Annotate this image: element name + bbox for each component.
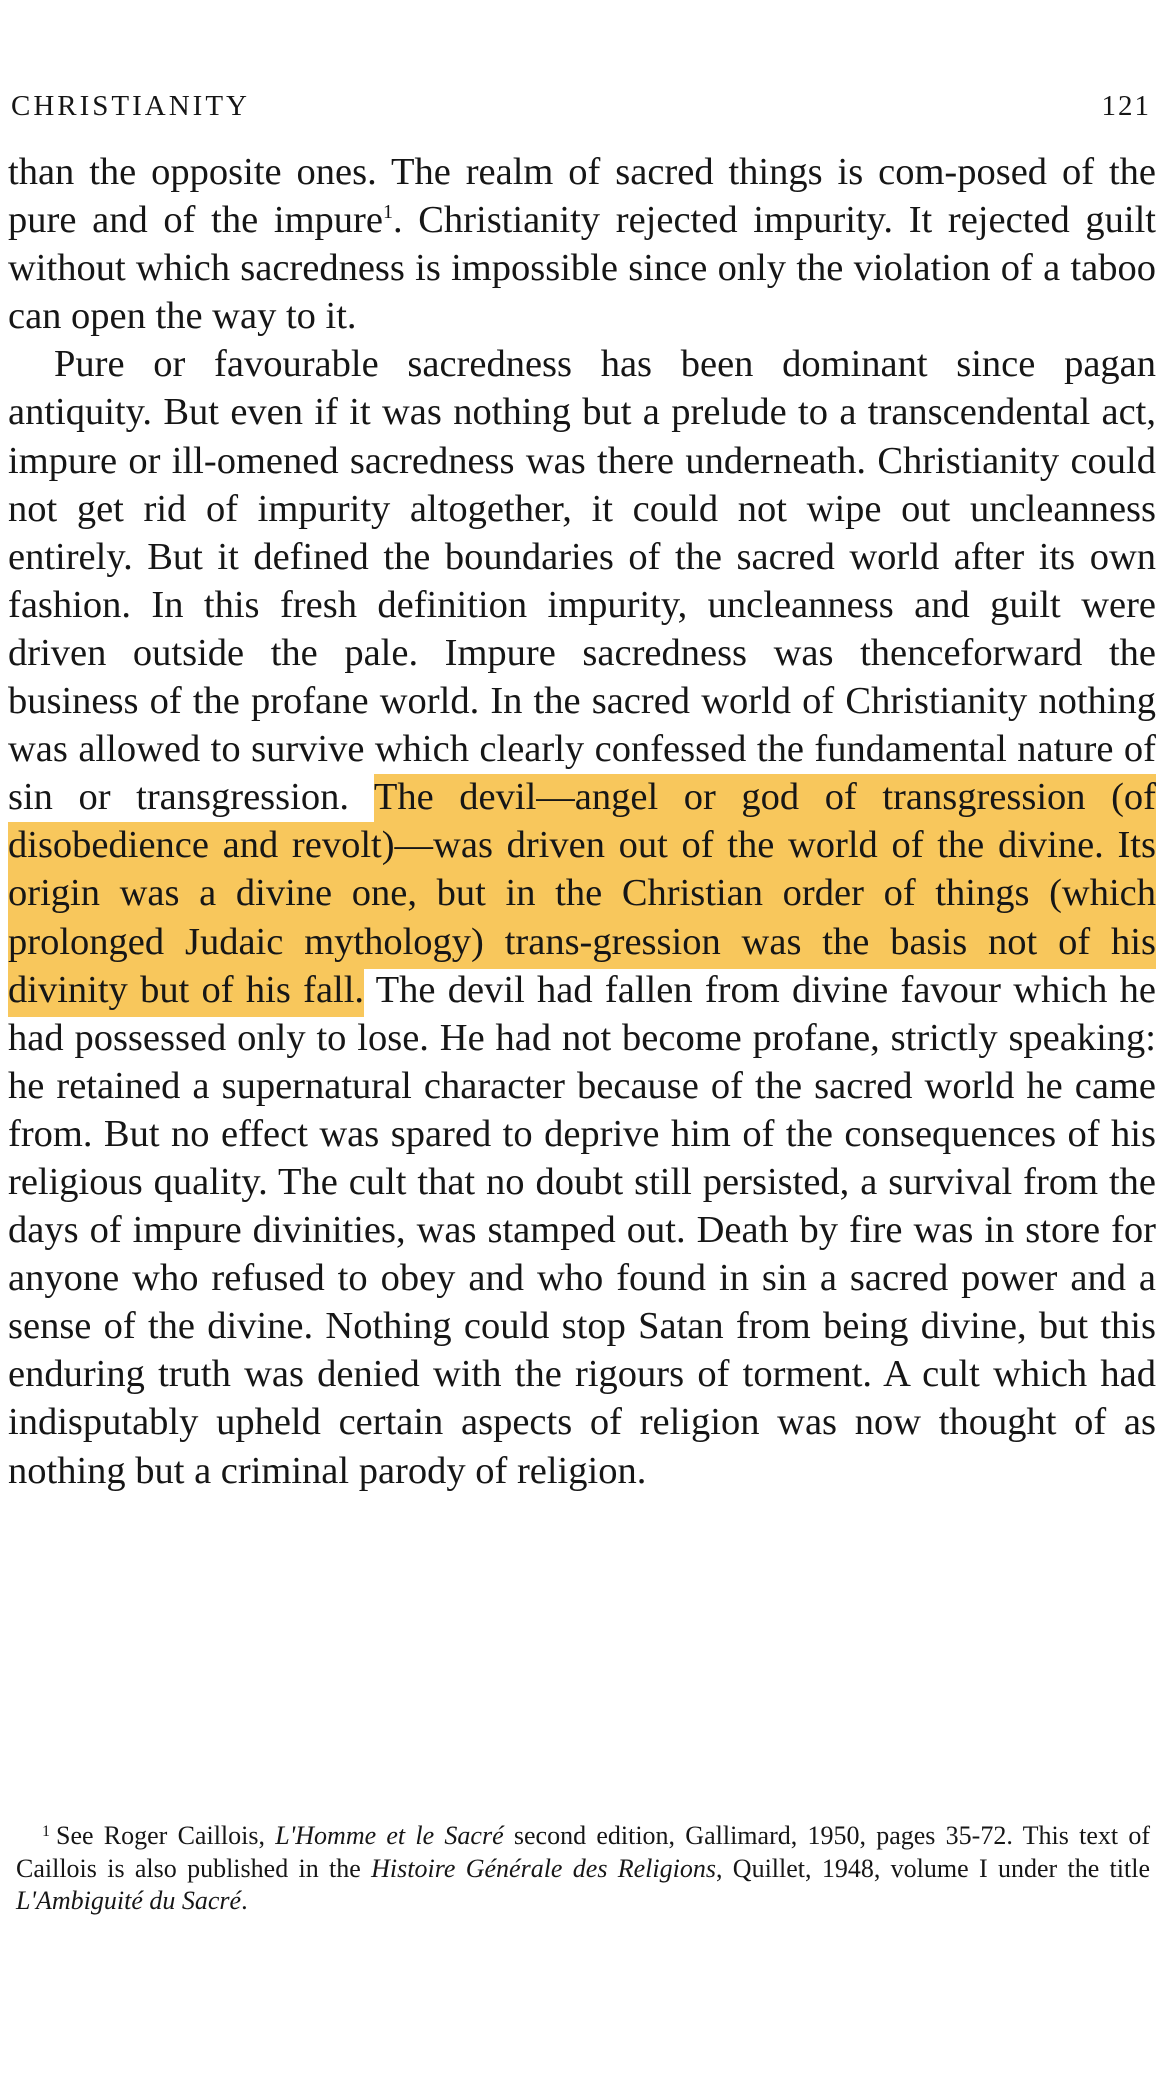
chapter-title: CHRISTIANITY [11, 90, 250, 122]
body-text[interactable] [8, 148, 1156, 1495]
footnote-mark: 1 [42, 1823, 50, 1840]
paragraph-1[interactable] [8, 148, 1156, 340]
footnote-text: . [241, 1886, 248, 1915]
highlighted-passage[interactable]: The devil—angel or god of transgression (of disobedience and revolt)—was driven out of the world of the divine. Its origin was a divine one, but in the Christian order of things (which prolonged Judaic mythology) trans-gression was the basis not of his divinity but of his fall. [8, 774, 1156, 1016]
page-number: 121 [1101, 90, 1151, 122]
footnote-text: See Roger Caillois, [56, 1821, 276, 1850]
footnote [16, 1820, 1150, 1918]
footnote-title: L'Homme et le Sacré [275, 1821, 504, 1850]
footnote-title: L'Ambiguité du Sacré [16, 1886, 242, 1915]
footnote-text: second edition, Gallimard, 1950, pages 35-72. This text of Caillois is also published in the [16, 1821, 1151, 1883]
footnote-title: Histoire Générale des Religions [371, 1853, 716, 1883]
running-head [11, 86, 1151, 126]
footnote-text: , Quillet, 1948, volume I under the title [715, 1853, 1150, 1883]
paragraph-1-text-continued: . Christianity rejected impurity. It rejected guilt without which sacredness is impossible since only the violation of a taboo can open the way to it. [8, 199, 1156, 338]
paragraph-2-text-continued: The devil had fallen from divine favour which he had possessed only to lose. He had not become profane, strictly speaking: he retained a supernatural character because of the sacred world he came from. But no effect was spared to deprive him of the consequences of his religious quality. The cult that no doubt still persisted, a survival from the days of impure divinities, was stamped out. Death by fire was in store for anyone who refused to obey and who found in sin a sacred power and a sense of the divine. Nothing could stop Satan from being divine, but this enduring truth was denied with the rigours of torment. A cult which had indisputably upheld certain aspects of religion was now thought of as nothing but a criminal parody of religion. [8, 968, 1156, 1492]
paragraph-1-text: than the opposite ones. The realm of sacred things is com-posed of the pure and of the impure [8, 151, 1156, 242]
footnote-reference[interactable]: 1 [382, 201, 393, 224]
paragraph-2[interactable] [8, 340, 1156, 1494]
paragraph-2-text: Pure or favourable sacredness has been dominant since pagan antiquity. But even if it was nothing but a prelude to a transcendental act, impure or ill-omened sacredness was there underneath. Christianity could not get rid of impurity altogether, it could not wipe out uncleanness entirely. But it defined the boundaries of the sacred world after its own fashion. In this fresh definition impurity, uncleanness and guilt were driven outside the pale. Impure sacredness was thenceforward the business of the profane world. In the sacred world of Christianity nothing was allowed to survive which clearly confessed the fundamental nature of sin or transgression. [8, 343, 1156, 819]
